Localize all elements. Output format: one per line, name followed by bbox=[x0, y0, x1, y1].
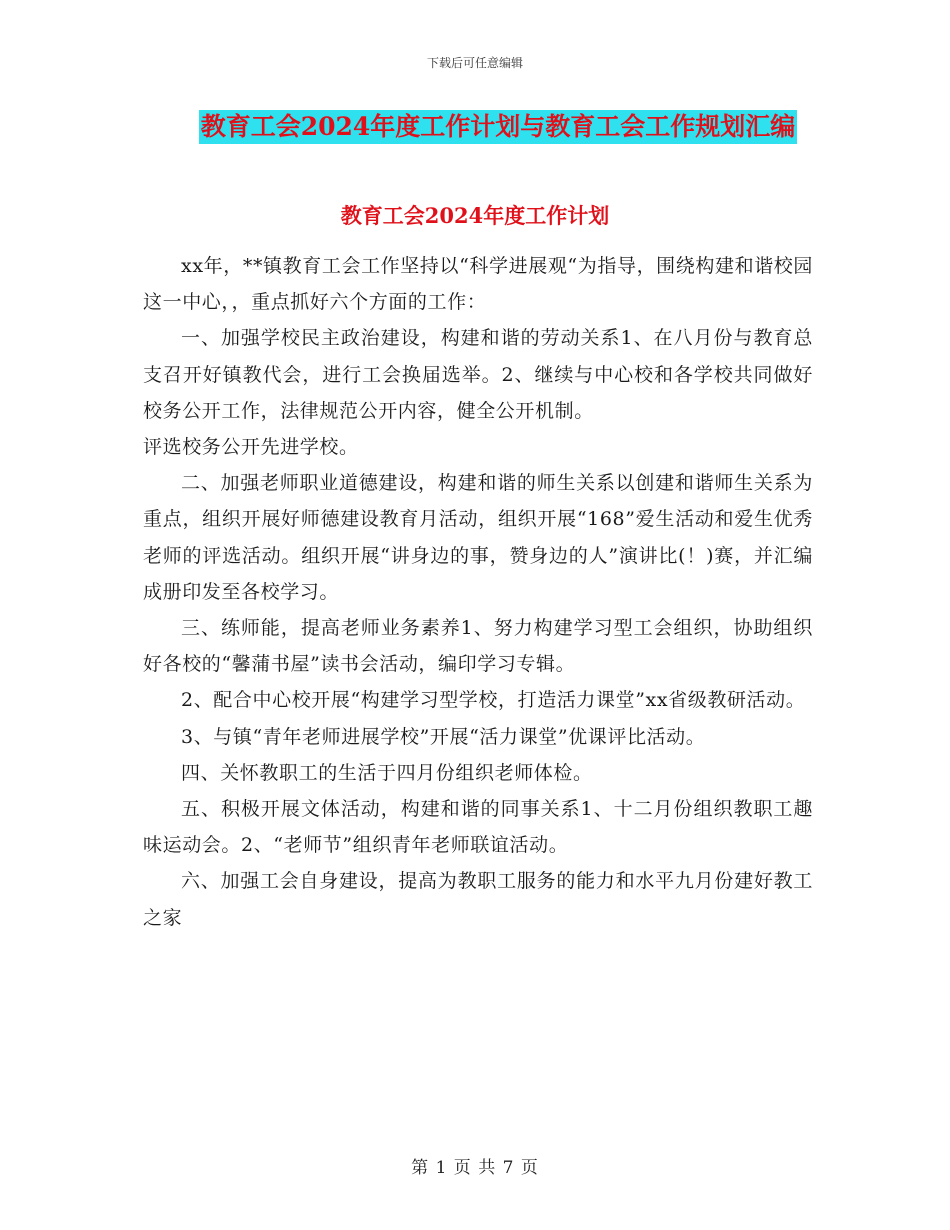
paragraph-item-2: 二、加强老师职业道德建设，构建和谐的师生关系以创建和谐师生关系为重点，组织开展好师德建设教育月活动，组织开展“168”爱生活动和爱生优秀老师的评选活动。组织开展“讲身边的事，赞身边的人”演讲比(！)赛，并汇编成册印发至各校学习。 bbox=[143, 472, 813, 603]
page-header-note: 下载后可任意编辑 bbox=[426, 56, 523, 70]
paragraph-item-4: 四、关怀教职工的生活于四月份组织老师体检。 bbox=[181, 761, 593, 784]
page-footer-number: 第 1 页 共 7 页 bbox=[411, 1158, 539, 1178]
paragraph-item-3-2: 2、配合中心校开展“构建学习型学校，打造活力课堂”xx省级教研活动。 bbox=[181, 689, 806, 712]
paragraph-item-3-3: 3、与镇“青年老师进展学校”开展“活力课堂”优课评比活动。 bbox=[181, 725, 706, 748]
section-title: 教育工会2024年度工作计划 bbox=[340, 203, 610, 228]
paragraph-item-5: 五、积极开展文体活动，构建和谐的同事关系1、十二月份组织教职工趣味运动会。2、“老师节”组织青年老师联谊活动。 bbox=[143, 798, 813, 857]
paragraph-item-3: 三、练师能，提高老师业务素养1、努力构建学习型工会组织，协助组织好各校的“馨蒲书屋”读书会活动，编印学习专辑。 bbox=[143, 617, 813, 676]
paragraph-item-6: 六、加强工会自身建设，提高为教职工服务的能力和水平九月份建好教工之家 bbox=[143, 870, 813, 929]
paragraph-item-1: 一、加强学校民主政治建设，构建和谐的劳动关系1、在八月份与教育总支召开好镇教代会，进行工会换届选举。2、继续与中心校和各学校共同做好校务公开工作，法律规范公开内容，健全公开机制。 bbox=[143, 327, 813, 422]
document-main-title: 教育工会2024年度工作计划与教育工会工作规划汇编 bbox=[199, 110, 798, 144]
document-body bbox=[143, 248, 813, 936]
paragraph-item-1-cont: 评选校务公开先进学校。 bbox=[143, 436, 359, 459]
paragraph-intro: xx年，**镇教育工会工作坚持以“科学进展观“为指导，围绕构建和谐校园这一中心，，重点抓好六个方面的工作： bbox=[143, 255, 813, 314]
main-title-container bbox=[0, 110, 950, 144]
